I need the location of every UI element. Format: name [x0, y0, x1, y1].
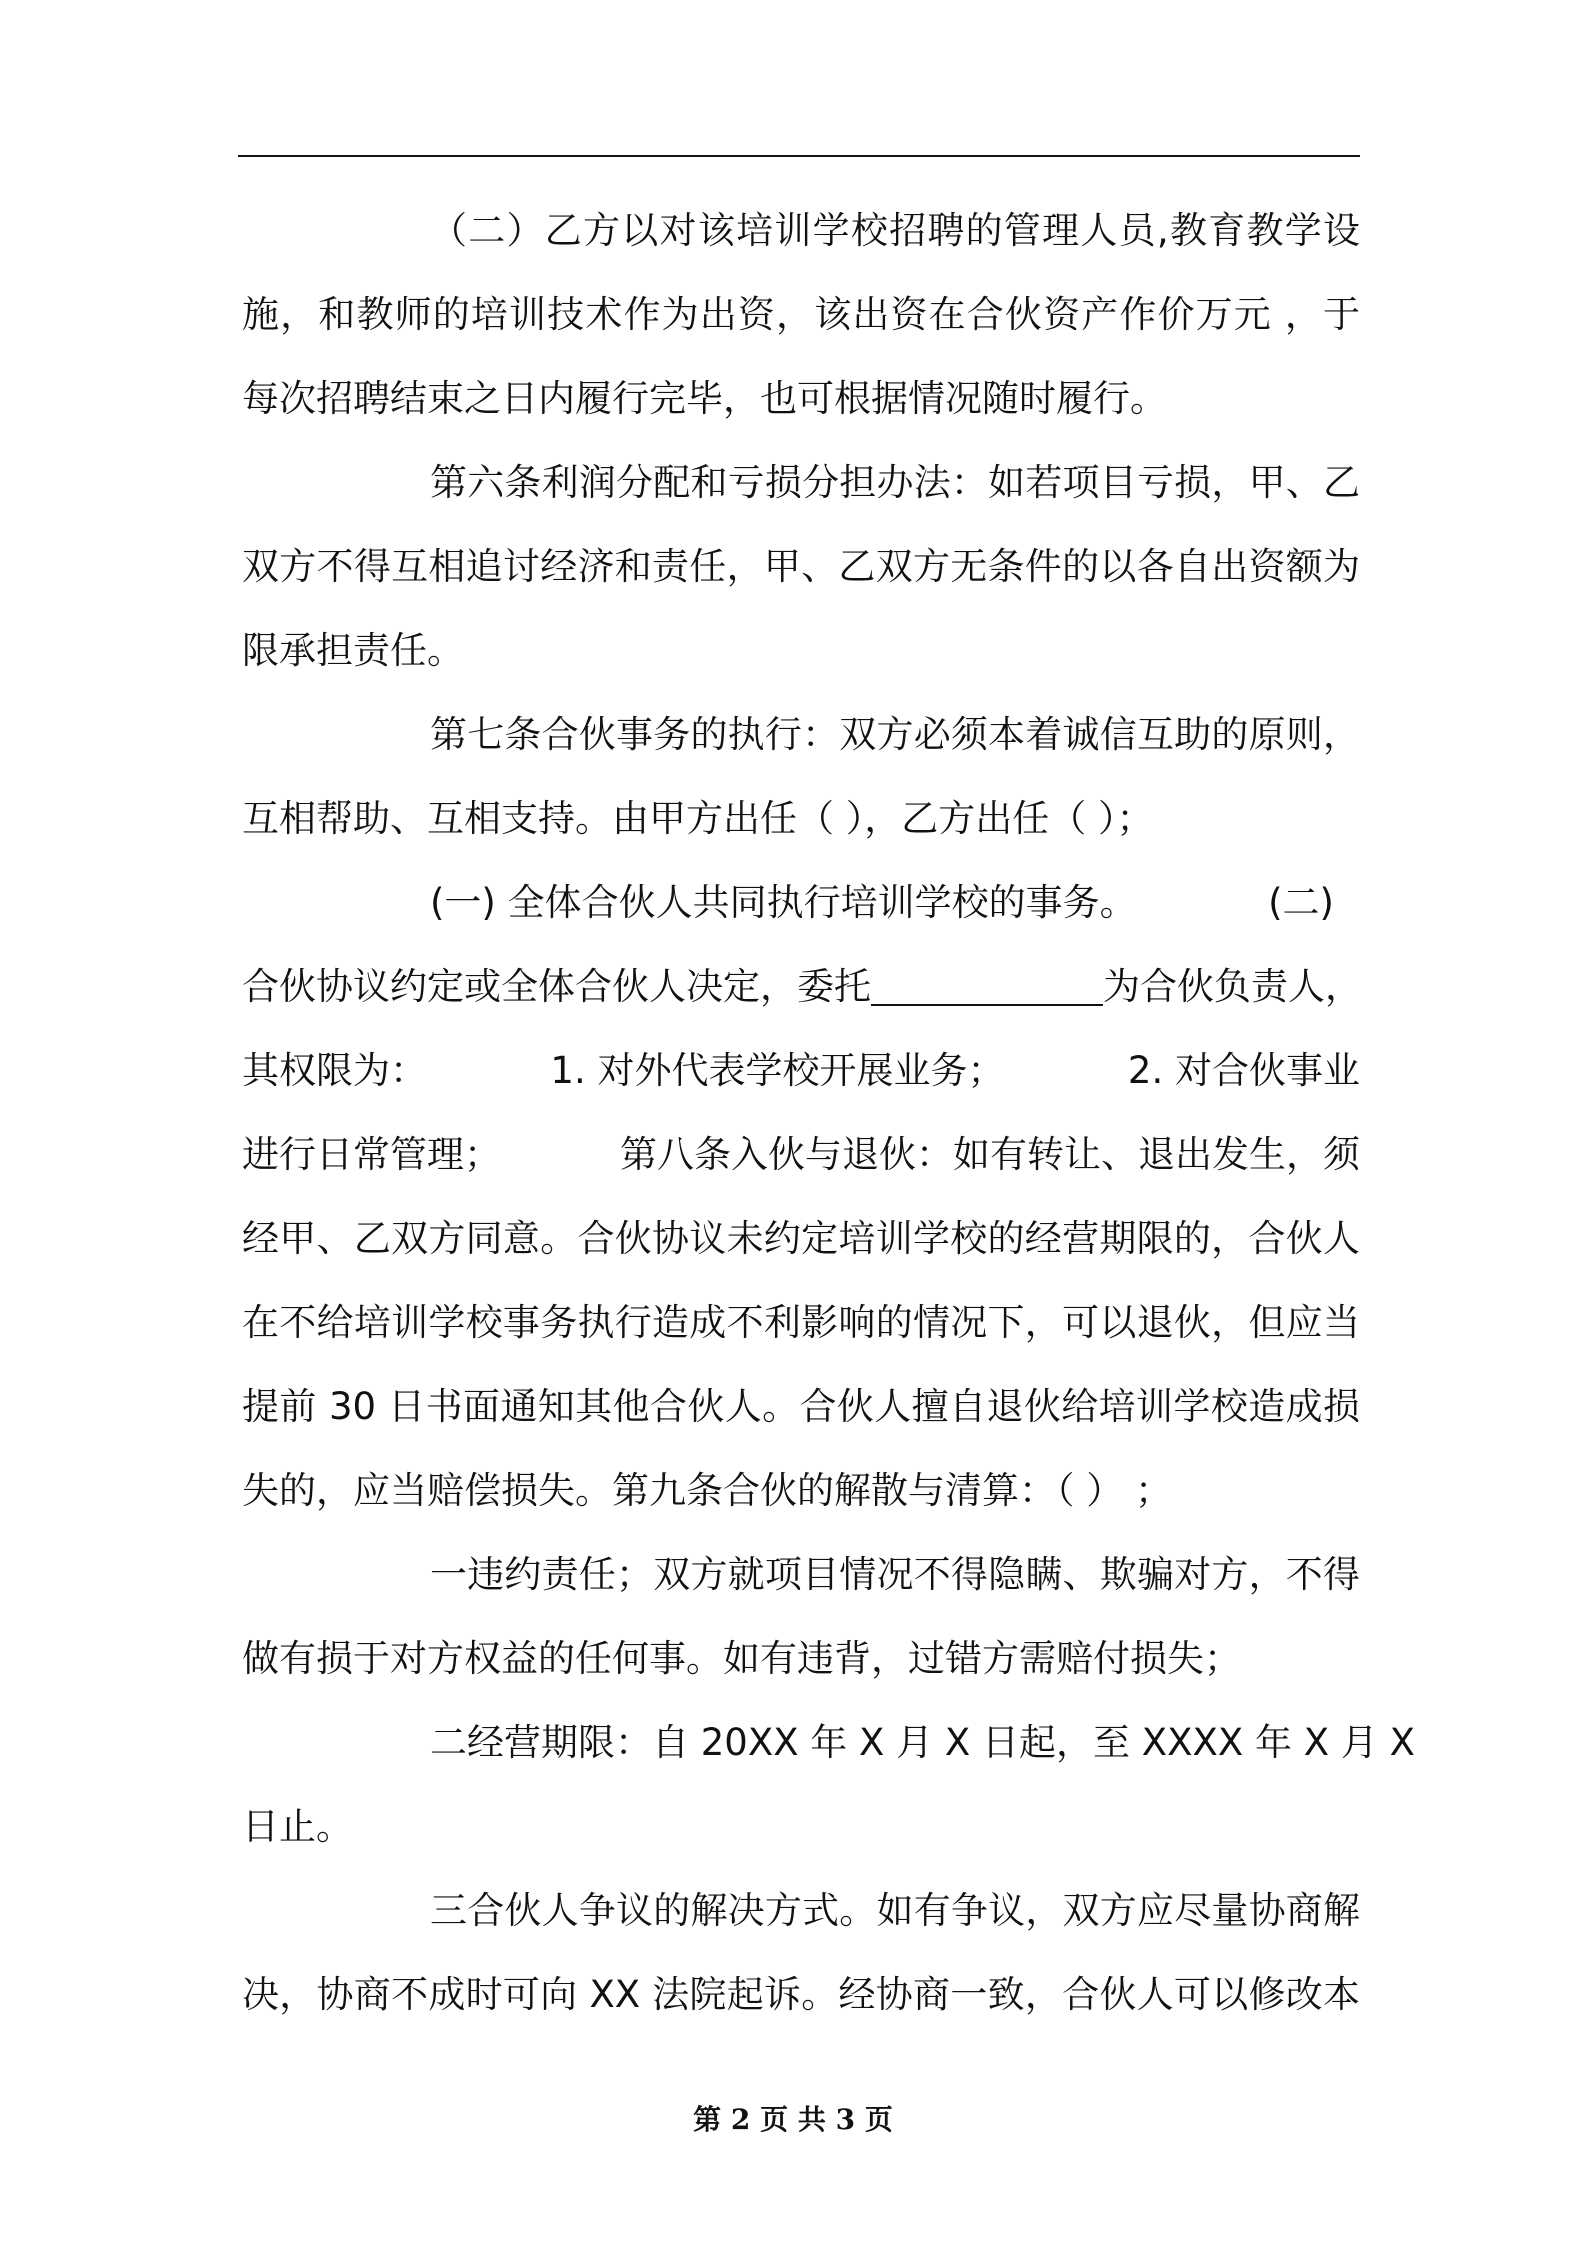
- line-segment: (二): [1268, 881, 1334, 924]
- line-segment: 2. 对合伙事业: [1127, 1049, 1360, 1092]
- line-segment: 为合伙负责人，: [1103, 965, 1362, 1008]
- text-line: 限承担责任。: [242, 629, 464, 672]
- text-line: 互相帮助、互相支持。由甲方出任（ ），乙方出任（ ）；: [242, 797, 1154, 840]
- page-footer: 第 2 页 共 3 页: [693, 2103, 893, 2136]
- line-segment: 合伙协议约定或全体合伙人决定，委托: [242, 965, 871, 1008]
- text-line: 双方不得互相追讨经济和责任，甲、乙双方无条件的以各自出资额为: [242, 545, 1360, 588]
- blank-field: [871, 967, 1103, 1006]
- text-line: 三合伙人争议的解决方式。如有争议，双方应尽量协商解: [430, 1889, 1360, 1932]
- text-line: 经甲、乙双方同意。合伙协议未约定培训学校的经营期限的，合伙人: [242, 1217, 1360, 1260]
- text-line: 施，和教师的培训技术作为出资，该出资在合伙资产作价万元 ，于: [242, 293, 1360, 336]
- line-segment: (一) 全体合伙人共同执行培训学校的事务。: [430, 881, 1137, 924]
- text-line: 一违约责任；双方就项目情况不得隐瞒、欺骗对方，不得: [430, 1553, 1360, 1596]
- text-line: 第七条合伙事务的执行：双方必须本着诚信互助的原则，: [430, 713, 1360, 756]
- header-rule: [238, 155, 1360, 157]
- text-line: 二经营期限：自 20XX 年 X 月 X 日起，至 XXXX 年 X 月 X: [430, 1721, 1415, 1764]
- text-line: [242, 861, 1360, 945]
- line-segment: 1. 对外代表学校开展业务；: [550, 1049, 1005, 1092]
- text-line: 第六条利润分配和亏损分担办法：如若项目亏损，甲、乙: [430, 461, 1360, 504]
- line-segment: 第八条入伙与退伙：如有转让、退出发生，须: [620, 1133, 1360, 1176]
- text-line: 每次招聘结束之日内履行完毕，也可根据情况随时履行。: [242, 377, 1167, 420]
- text-line: [242, 1029, 1360, 1113]
- text-line: 决，协商不成时可向 XX 法院起诉。经协商一致，合伙人可以修改本: [242, 1973, 1360, 2016]
- text-line: [242, 945, 1360, 1029]
- text-line: 在不给培训学校事务执行造成不利影响的情况下，可以退伙，但应当: [242, 1301, 1360, 1344]
- text-line: [242, 1113, 1360, 1197]
- text-line: 失的，应当赔偿损失。第九条合伙的解散与清算：（ ） ；: [242, 1469, 1173, 1512]
- text-line: 做有损于对方权益的任何事。如有违背，过错方需赔付损失；: [242, 1637, 1241, 1680]
- text-line: 日止。: [242, 1805, 353, 1848]
- document-body: [242, 189, 1415, 2037]
- text-line: （二）乙方以对该培训学校招聘的管理人员,教育教学设: [430, 209, 1360, 252]
- line-segment: 进行日常管理；: [242, 1133, 501, 1176]
- line-segment: 其权限为：: [242, 1049, 427, 1092]
- text-line: 提前 30 日书面通知其他合伙人。合伙人擅自退伙给培训学校造成损: [242, 1385, 1360, 1428]
